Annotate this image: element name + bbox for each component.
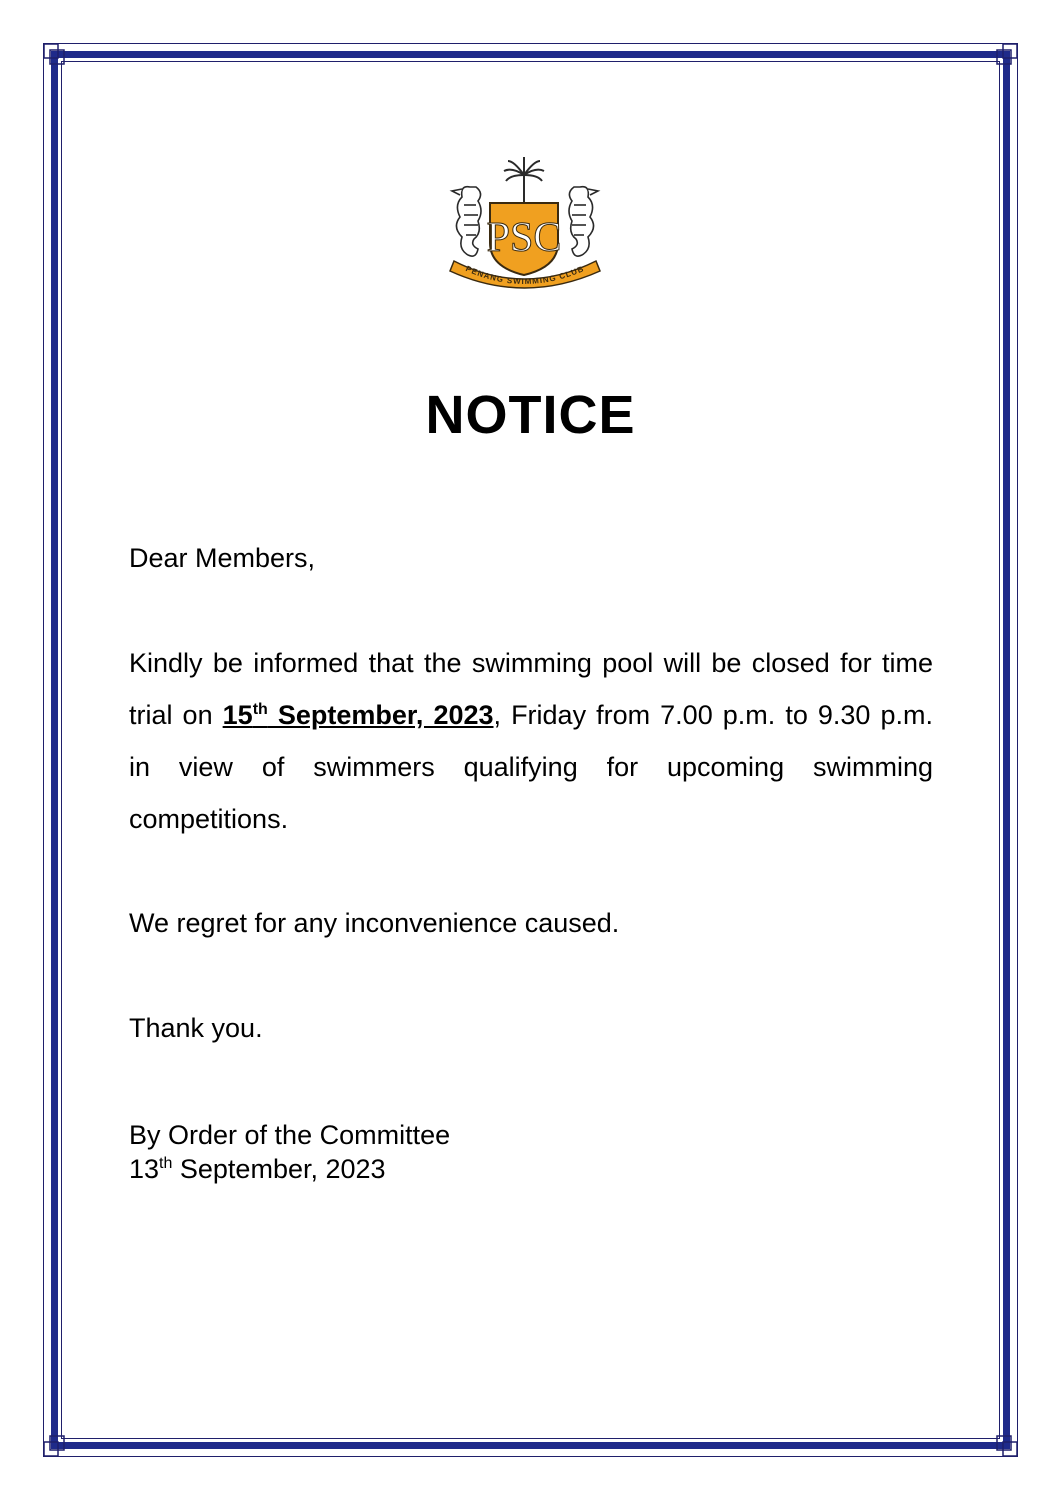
notice-title: NOTICE xyxy=(425,385,636,445)
corner-ornament-bottom-left xyxy=(43,1435,65,1457)
palm-tree-icon xyxy=(504,157,544,203)
signoff-date: 13th September, 2023 xyxy=(129,1154,386,1184)
thank-you-line: Thank you. xyxy=(129,1013,263,1043)
corner-ornament-top-right xyxy=(996,43,1018,65)
svg-text:PSC: PSC xyxy=(486,215,562,261)
salutation: Dear Members, xyxy=(129,543,316,573)
paragraph-text-before: Kindly be informed that the swimming pool will be closed for time trial on xyxy=(129,648,933,730)
seahorse-right-icon xyxy=(569,187,598,256)
notice-paragraph xyxy=(129,637,933,845)
corner-ornament-top-left xyxy=(43,43,65,65)
closure-date: 15th September, 2023 xyxy=(222,700,494,730)
seahorse-left-icon xyxy=(452,187,481,256)
corner-ornament-bottom-right xyxy=(996,1435,1018,1457)
signoff-block xyxy=(129,1118,450,1186)
signoff-committee: By Order of the Committee xyxy=(129,1120,451,1150)
club-crest-logo xyxy=(440,155,610,290)
paragraph-text-after: , Friday from 7.00 p.m. to 9.30 p.m. in view of swimmers qualifying for upcoming swimming competitions. xyxy=(129,700,933,834)
svg-text:PENANG SWIMMING CLUB: PENANG SWIMMING CLUB xyxy=(464,264,586,287)
regret-line: We regret for any inconvenience caused. xyxy=(129,908,620,938)
